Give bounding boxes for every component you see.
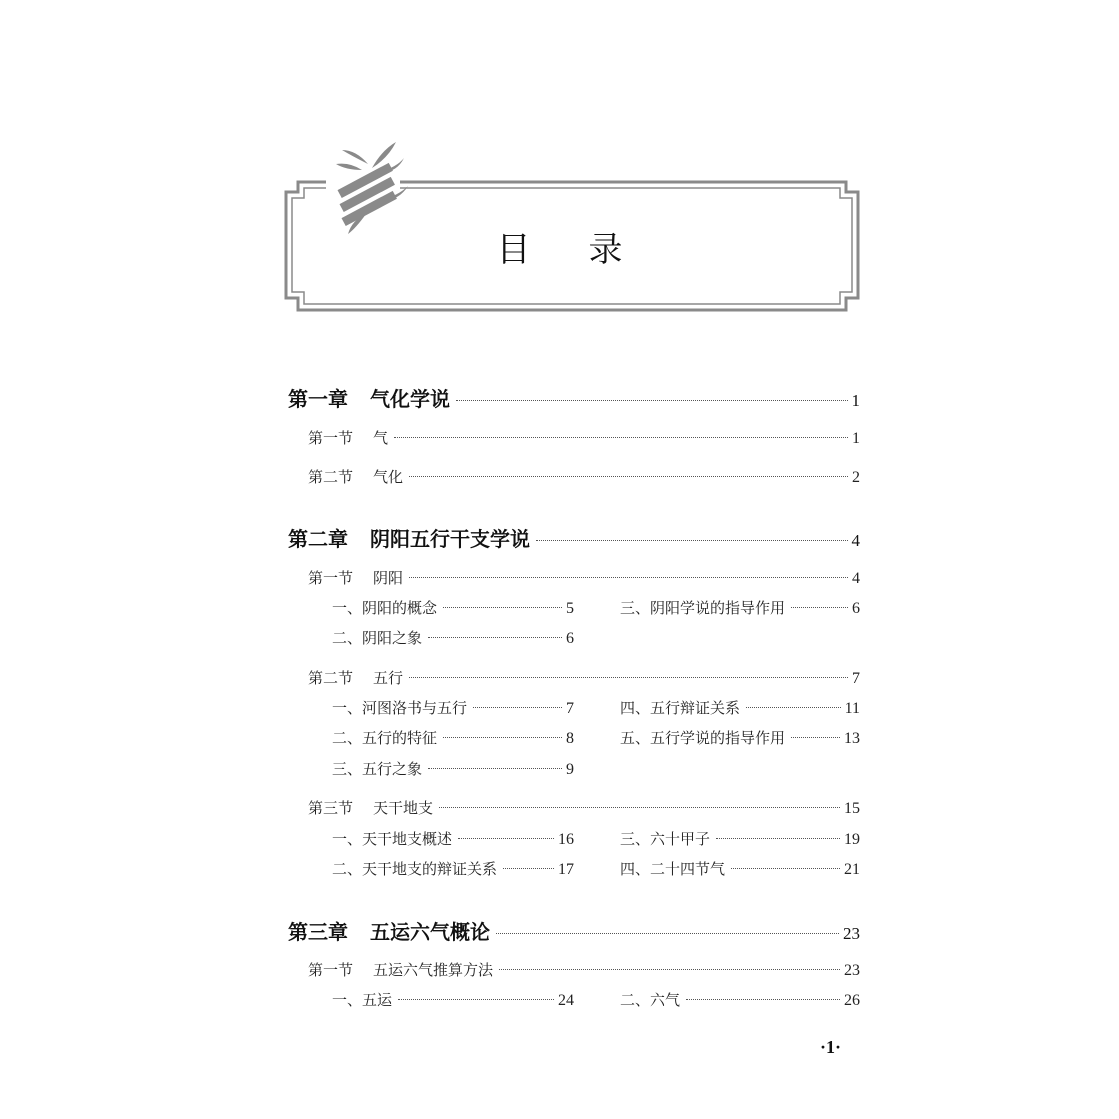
toc-item[interactable]: 三、阴阳学说的指导作用 6	[620, 599, 860, 617]
toc-item[interactable]: 一、五运 24	[332, 991, 574, 1009]
toc-item[interactable]: 一、河图洛书与五行 7	[332, 699, 574, 717]
toc-item[interactable]: 一、天干地支概述 16	[332, 830, 574, 848]
toc-item[interactable]: 二、天干地支的辩证关系 17	[332, 860, 574, 878]
toc-section-1-1[interactable]: 第一节 气 1	[308, 429, 860, 447]
bamboo-icon	[336, 142, 408, 234]
toc-section-3-1[interactable]: 第一节 五运六气推算方法 23	[308, 961, 860, 979]
toc-item[interactable]: 二、六气 26	[620, 991, 860, 1009]
toc-item[interactable]: 二、五行的特征 8	[332, 729, 574, 747]
toc-section-1-2[interactable]: 第二节 气化 2	[308, 468, 860, 486]
toc-chapter-3[interactable]: 第三章 五运六气概论 23	[288, 920, 860, 944]
toc-item[interactable]: 一、阴阳的概念 5	[332, 599, 574, 617]
page-number: ·1·	[820, 1037, 842, 1057]
toc-section-2-2[interactable]: 第二节 五行 7	[308, 669, 860, 687]
toc-section-2-1[interactable]: 第一节 阴阳 4	[308, 569, 860, 587]
toc-item[interactable]: 三、五行之象 9	[332, 760, 574, 778]
toc-item[interactable]: 五、五行学说的指导作用 13	[620, 729, 860, 747]
page-title: 目 录	[496, 230, 623, 270]
toc-chapter-1[interactable]: 第一章 气化学说 1	[288, 387, 860, 411]
toc-chapter-2[interactable]: 第二章 阴阳五行干支学说 4	[288, 527, 860, 551]
toc-item[interactable]: 四、二十四节气 21	[620, 860, 860, 878]
toc-item[interactable]: 二、阴阳之象 6	[332, 629, 574, 647]
toc-item[interactable]: 四、五行辩证关系 11	[620, 699, 860, 717]
toc-section-2-3[interactable]: 第三节 天干地支 15	[308, 799, 860, 817]
toc-item[interactable]: 三、六十甲子 19	[620, 830, 860, 848]
